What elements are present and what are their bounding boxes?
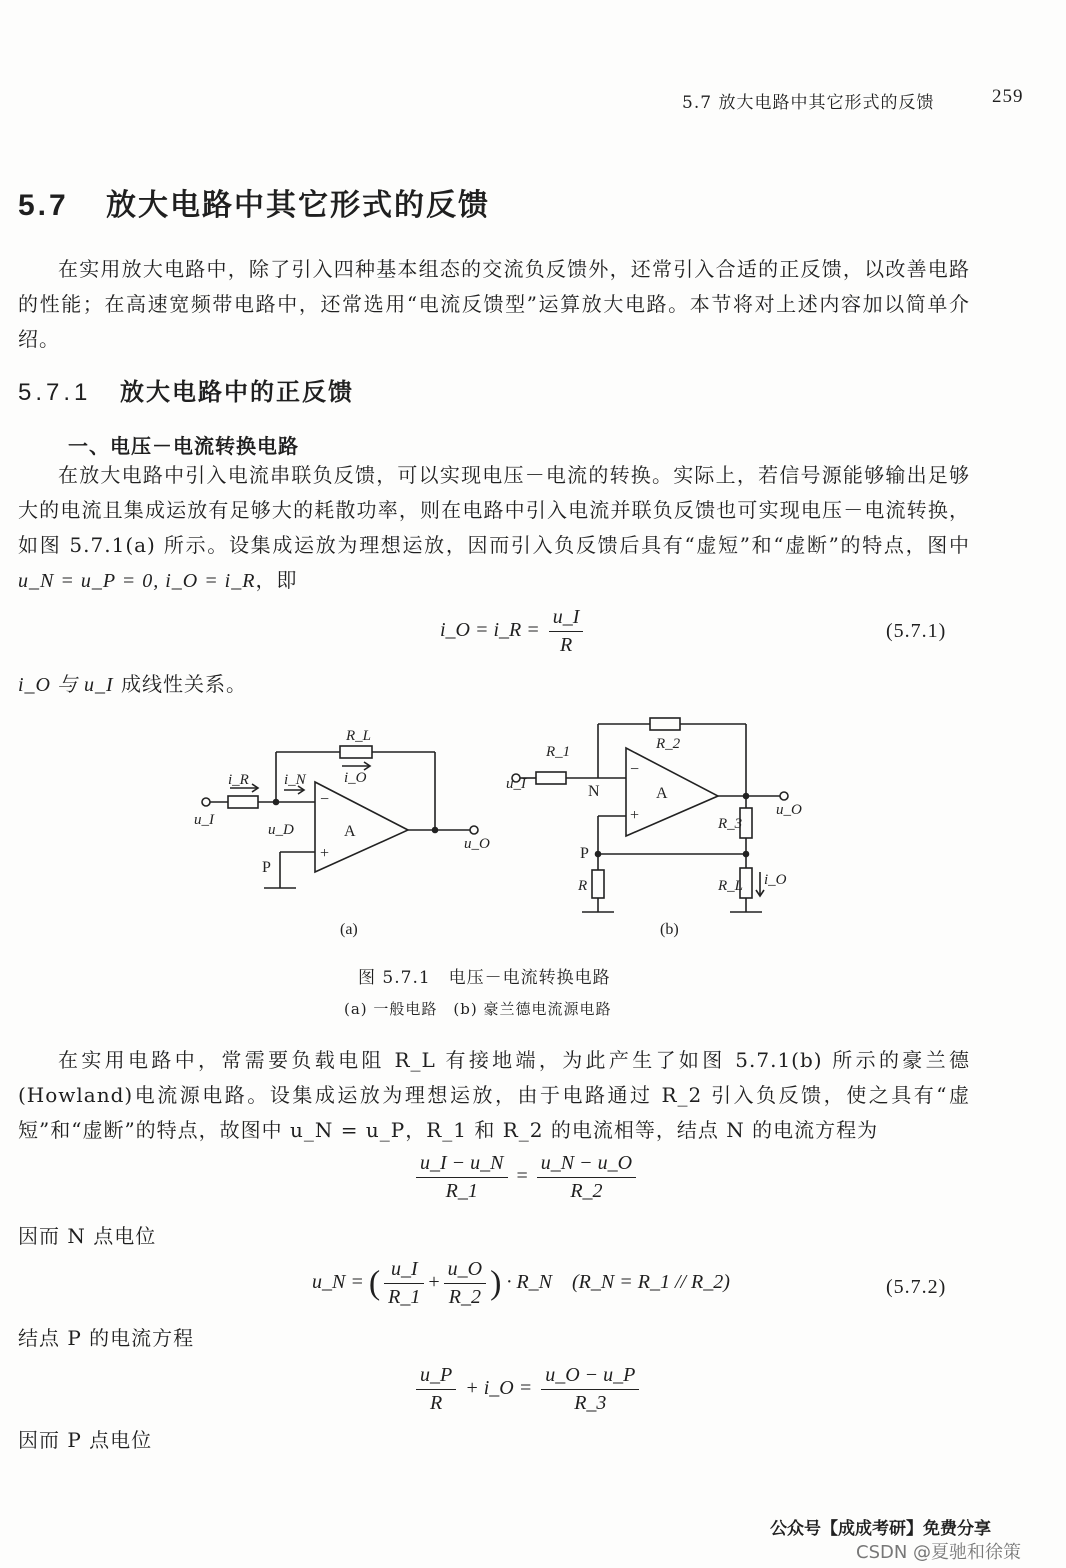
after-eq1-io: i_O 与 u_I bbox=[18, 674, 114, 696]
eq4-frac-a bbox=[416, 1364, 456, 1415]
paragraph-1 bbox=[18, 458, 970, 599]
section-heading bbox=[18, 180, 490, 224]
b-label-P: P bbox=[580, 845, 589, 862]
b-opamp bbox=[626, 748, 718, 836]
figure-a-label: (a) bbox=[340, 921, 358, 938]
eq4-b-num: u_O − u_P bbox=[541, 1364, 639, 1390]
eq2-right-den: R_2 bbox=[570, 1180, 603, 1202]
b-label-R1: R_1 bbox=[546, 744, 571, 760]
eq3-b-den: R_2 bbox=[448, 1286, 481, 1308]
equation-number-1: (5.7.1) bbox=[886, 620, 947, 642]
figure-b-label: (b) bbox=[660, 921, 679, 938]
eq4-b-den: R_3 bbox=[574, 1392, 607, 1414]
b-label-uO: u_O bbox=[776, 802, 802, 818]
paragraph-1-text: 在放大电路中引入电流串联负反馈，可以实现电压－电流的转换。实际上，若信号源能够输出足够大的电流且集成运放有足够大的耗散功率，则在电路中引入电流并联负反馈也可实现电压－电流转换，如图 5.7.1(a) 所示。设集成运放为理想运放，因而引入负反馈后具有“虚短”和“虚断”的特点，图中 bbox=[18, 463, 970, 557]
a-output-terminal bbox=[470, 826, 478, 834]
b-resistor-R2 bbox=[650, 718, 680, 730]
b-label-R3: R_3 bbox=[718, 816, 743, 832]
eq3-frac-b bbox=[444, 1258, 486, 1309]
eq2-right-fraction bbox=[537, 1152, 636, 1203]
eq1-denominator: R bbox=[559, 634, 573, 656]
a-label-plus: + bbox=[320, 845, 330, 862]
eq1-numerator: u_I bbox=[549, 606, 584, 632]
eq4-mid: + i_O = bbox=[465, 1377, 533, 1400]
equation-node-p bbox=[412, 1364, 643, 1415]
eq3-rhs: · R_N (R_N = R_1 // R_2) bbox=[506, 1271, 730, 1294]
equation-5-7-1 bbox=[440, 606, 587, 657]
a-label-A: A bbox=[344, 823, 356, 840]
eq4-frac-b bbox=[541, 1364, 639, 1415]
b-output-terminal bbox=[780, 792, 788, 800]
subsection-number: 5.7.1 bbox=[18, 379, 92, 406]
eq3-a-den: R_1 bbox=[388, 1286, 421, 1308]
equation-number-2: (5.7.2) bbox=[886, 1276, 947, 1298]
eq1-lhs: i_O = i_R = bbox=[440, 619, 540, 642]
page-number: 259 bbox=[992, 86, 1024, 107]
item-heading: 一、电压－电流转换电路 bbox=[68, 434, 299, 458]
after-eq1-line bbox=[18, 668, 247, 697]
text-n-potential: 因而 N 点电位 bbox=[18, 1224, 157, 1248]
eq3-b-num: u_O bbox=[444, 1258, 486, 1284]
b-label-iO: i_O bbox=[764, 872, 787, 888]
b-label-R2: R_2 bbox=[656, 736, 681, 752]
figure-caption: 图 5.7.1 电压－电流转换电路 bbox=[358, 968, 611, 988]
subsection-heading bbox=[18, 372, 354, 407]
watermark-line-2: CSDN @夏驰和徐策 bbox=[856, 1542, 1022, 1563]
intro-paragraph: 在实用放大电路中，除了引入四种基本组态的交流负反馈外，还常引入合适的正反馈，以改善电路的性能；在高速宽频带电路中，还常选用“电流反馈型”运算放大电路。本节将对上述内容加以简单介绍。 bbox=[18, 257, 970, 351]
a-label-iN: i_N bbox=[284, 772, 306, 788]
text-p-potential: 因而 P 点电位 bbox=[18, 1428, 153, 1452]
a-label-iO: i_O bbox=[344, 770, 367, 786]
paragraph-1-tail: ，即 bbox=[255, 568, 298, 592]
eq3-a-num: u_I bbox=[384, 1258, 424, 1284]
b-label-plus: + bbox=[630, 807, 640, 824]
eq2-right-num: u_N − u_O bbox=[537, 1152, 636, 1178]
a-label-uD: u_D bbox=[268, 822, 294, 838]
b-label-N: N bbox=[588, 783, 600, 800]
b-label-A: A bbox=[656, 785, 668, 802]
section-title: 放大电路中其它形式的反馈 bbox=[106, 188, 490, 223]
eq2-left-fraction bbox=[416, 1152, 508, 1203]
eq2-left-num: u_I − u_N bbox=[416, 1152, 508, 1178]
b-label-uI: u_I bbox=[506, 776, 526, 792]
subsection-title: 放大电路中的正反馈 bbox=[120, 378, 354, 406]
a-label-uO: u_O bbox=[464, 836, 490, 852]
paragraph-2: 在实用电路中，常需要负载电阻 R_L 有接地端，为此产生了如图 5.7.1(b) 所示的豪兰德(Howland)电流源电路。设集成运放为理想运放，由于电路通过 R_2 引入负反馈，使之具有“虚短”和“虚断”的特点，故图中 u_N = u_P，R_1 和 R_2 的电流相等，结点 N 的电流方程为 bbox=[18, 1048, 970, 1142]
text-p-current: 结点 P 的电流方程 bbox=[18, 1326, 195, 1350]
eq3-lhs: u_N = bbox=[312, 1271, 364, 1294]
b-resistor-R bbox=[592, 870, 604, 898]
watermark-line-1: 公众号【成成考研】免费分享 bbox=[770, 1519, 991, 1539]
a-resistor-RL bbox=[340, 746, 372, 758]
equation-node-n: $\frac{u\_I - u\_N}{R\_1}$ = $\frac{u\_N - u\_O}{R\_2}$ bbox=[412, 1152, 640, 1203]
a-label-iR: i_R bbox=[228, 772, 249, 788]
equation-5-7-2: u_N = ( $\frac{u\_I}{R\_1}$ + $\frac{u\_O}{R\_2}$ ) · R_N (R_N = R_1 // R_2) bbox=[312, 1258, 730, 1308]
eq1-fraction bbox=[549, 606, 584, 657]
a-resistor-R bbox=[228, 796, 258, 808]
a-label-uI: u_I bbox=[194, 812, 214, 828]
a-label-P: P bbox=[262, 859, 271, 876]
section-number: 5.7 bbox=[18, 189, 69, 222]
a-input-terminal bbox=[202, 798, 210, 806]
a-label-minus: − bbox=[320, 791, 330, 808]
after-eq1-tail: 成线性关系。 bbox=[113, 672, 248, 696]
eq3-frac-a bbox=[384, 1258, 424, 1309]
eq2-left-den: R_1 bbox=[445, 1180, 478, 1202]
b-label-minus: − bbox=[630, 761, 640, 778]
b-label-RL: R_L bbox=[718, 878, 744, 894]
a-label-RL: R_L bbox=[346, 728, 372, 744]
b-resistor-R1 bbox=[536, 772, 566, 784]
paragraph-1-relation: u_N = u_P = 0, i_O = i_R bbox=[18, 570, 256, 592]
eq4-a-den: R bbox=[430, 1392, 443, 1414]
eq4-a-num: u_P bbox=[416, 1364, 456, 1390]
b-label-R: R bbox=[578, 878, 588, 894]
header-section-label: 5.7 放大电路中其它形式的反馈 bbox=[682, 93, 935, 113]
figure-subcaption: (a) 一般电路 (b) 豪兰德电流源电路 bbox=[344, 1000, 612, 1018]
running-header bbox=[682, 86, 1024, 113]
figure-5-7-1 bbox=[180, 712, 820, 944]
